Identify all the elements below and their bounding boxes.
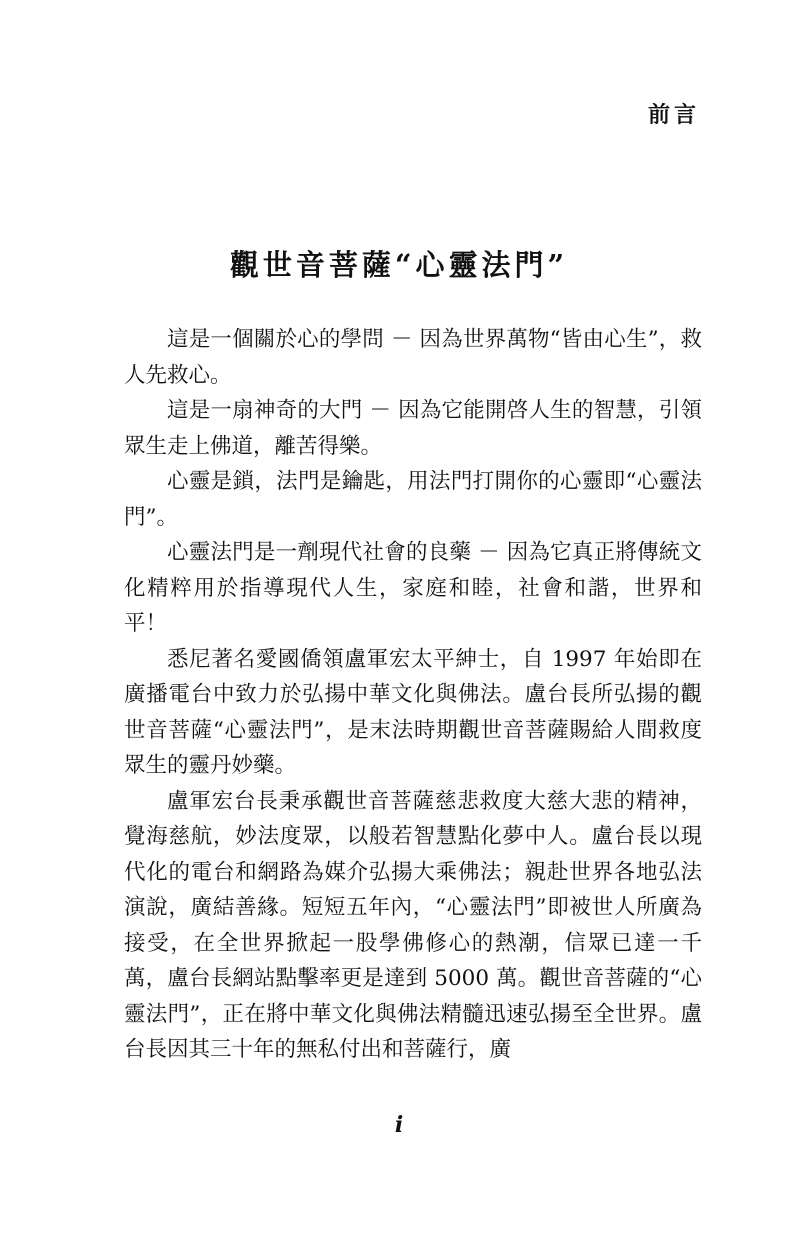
- chapter-title: 觀世音菩薩“心靈法門”: [229, 248, 569, 282]
- paragraph-4: 心靈法門是一劑現代社會的良藥 － 因為它真正將傳統文化精粹用於指導現代人生，家庭和睦，社會和諧，世界和平！: [124, 540, 702, 636]
- paragraph-6: 盧軍宏台長秉承觀世音菩薩慈悲救度大慈大悲的精神，覺海慈航，妙法度眾，以般若智慧點化夢中人。盧台長以現代化的電台和網路為媒介弘揚大乘佛法；親赴世界各地弘法演說，廣結善緣。短短五年內，“心靈法門”即被世人所廣為接受，在全世界掀起一股學佛修心的熱潮，信眾已達一千萬，盧台長網站點擊率更是達到 5000 萬。觀世音菩薩的“心靈法門”，正在將中華文化與佛法精髓迅速弘揚至全世界。盧台長因其三十年的無私付出和菩薩行，廣: [124, 788, 702, 1062]
- running-head: 前言: [647, 102, 700, 128]
- page-number: i: [394, 1112, 404, 1138]
- paragraph-1: 這是一個關於心的學問 － 因為世界萬物“皆由心生”，救人先救心。: [124, 327, 702, 388]
- paragraph-5: 悉尼著名愛國僑領盧軍宏太平紳士，自 1997 年始即在廣播電台中致力於弘揚中華文化與佛法。盧台長所弘揚的觀世音菩薩“心靈法門”，是末法時期觀世音菩薩賜給人間救度眾生的靈丹妙藥。: [124, 646, 702, 778]
- paragraph-2: 這是一扇神奇的大門 － 因為它能開啓人生的智慧，引領眾生走上佛道，離苦得樂。: [124, 398, 702, 459]
- body-text: [124, 322, 702, 1068]
- paragraph-3: 心靈是鎖，法門是鑰匙，用法門打開你的心靈即“心靈法門”。: [124, 469, 702, 530]
